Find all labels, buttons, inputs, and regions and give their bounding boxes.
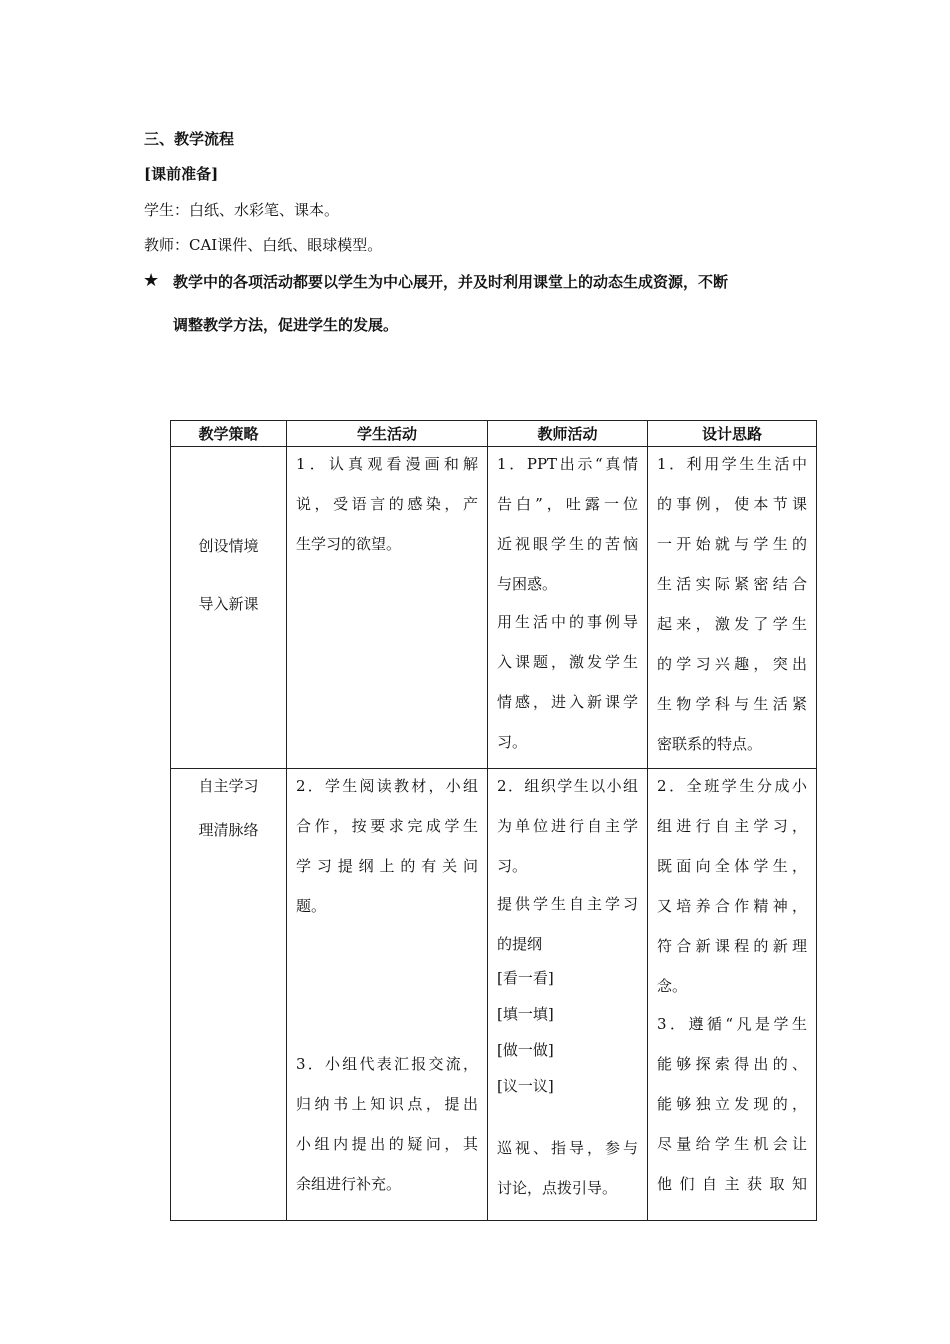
cell-line: 创设情境 bbox=[198, 537, 259, 555]
cell-line: 告白”，吐露一位 bbox=[497, 495, 638, 513]
teacher-cell bbox=[488, 447, 648, 769]
cell-line: 近视眼学生的苦恼 bbox=[497, 535, 638, 553]
cell-line: 2．学生阅读教材，小组 bbox=[296, 777, 478, 795]
cell-line: 的提纲 bbox=[497, 935, 543, 953]
strategy-cell bbox=[171, 447, 287, 769]
cell-line: 讨论，点拨引导。 bbox=[497, 1179, 618, 1197]
cell-line: 组进行自主学习， bbox=[657, 817, 807, 835]
cell-line: 能够探索得出的、 bbox=[657, 1055, 807, 1073]
star-icon: ★ bbox=[143, 270, 160, 291]
table-row bbox=[171, 447, 817, 769]
cell-line: 3．遵循“凡是学生 bbox=[657, 1015, 807, 1033]
note-line-2: 调整教学方法，促进学生的发展。 bbox=[173, 316, 399, 334]
cell-line: 学习提纲上的有关问 bbox=[296, 857, 478, 875]
cell-line: 符合新课程的新理 bbox=[657, 937, 807, 955]
cell-line: 习。 bbox=[497, 857, 528, 875]
cell-line: 生学习的欲望。 bbox=[296, 535, 402, 553]
cell-line: 密联系的特点。 bbox=[657, 735, 763, 753]
header-strategy: 教学策略 bbox=[171, 421, 287, 447]
student-cell bbox=[287, 447, 488, 769]
cell-line: 念。 bbox=[657, 977, 688, 995]
cell-line: 小组内提出的疑问，其 bbox=[296, 1135, 478, 1153]
cell-line: 为单位进行自主学 bbox=[497, 817, 638, 835]
cell-line: 1．利用学生生活中 bbox=[657, 455, 807, 473]
cell-line: 余组进行补充。 bbox=[296, 1175, 402, 1193]
cell-line: 生物学科与生活紧 bbox=[657, 695, 807, 713]
cell-line: 入课题，激发学生 bbox=[497, 653, 638, 671]
strategy-cell bbox=[171, 769, 287, 1221]
cell-line: 1．PPT出示“真情 bbox=[497, 455, 638, 473]
section-title: 三、教学流程 bbox=[144, 130, 235, 148]
cell-line: 理清脉络 bbox=[198, 821, 259, 839]
cell-line: 一开始就与学生的 bbox=[657, 535, 807, 553]
cell-line: 的事例，使本节课 bbox=[657, 495, 807, 513]
design-cell bbox=[648, 447, 817, 769]
cell-line: 生活实际紧密结合 bbox=[657, 575, 807, 593]
prep-title: [课前准备] bbox=[144, 165, 219, 183]
cell-line: 起来，激发了学生 bbox=[657, 615, 807, 633]
cell-line: 的学习兴趣，突出 bbox=[657, 655, 807, 673]
cell-line: 3．小组代表汇报交流， bbox=[296, 1055, 478, 1073]
cell-line: 提供学生自主学习 bbox=[497, 895, 638, 913]
student-cell bbox=[287, 769, 488, 1221]
cell-line: [填一填] bbox=[497, 1005, 554, 1023]
cell-line: 用生活中的事例导 bbox=[497, 613, 638, 631]
cell-line: 与困惑。 bbox=[497, 575, 558, 593]
cell-line: [看一看] bbox=[497, 969, 554, 987]
cell-line: 习。 bbox=[497, 733, 528, 751]
cell-line: 能够独立发现的， bbox=[657, 1095, 807, 1113]
table-row bbox=[171, 769, 817, 1221]
cell-line: 既面向全体学生， bbox=[657, 857, 807, 875]
cell-line: 题。 bbox=[296, 897, 327, 915]
cell-line: 合作，按要求完成学生 bbox=[296, 817, 478, 835]
cell-line: 说，受语言的感染，产 bbox=[296, 495, 478, 513]
cell-line: 2．全班学生分成小 bbox=[657, 777, 807, 795]
cell-line: 1．认真观看漫画和解 bbox=[296, 455, 478, 473]
cell-line: 归纳书上知识点，提出 bbox=[296, 1095, 478, 1113]
prep-teacher: 教师：CAI课件、白纸、眼球模型。 bbox=[144, 236, 383, 254]
header-teacher: 教师活动 bbox=[488, 421, 648, 447]
cell-line: 巡视、指导，参与 bbox=[497, 1139, 638, 1157]
cell-line: [议一议] bbox=[497, 1077, 554, 1095]
cell-line: 尽量给学生机会让 bbox=[657, 1135, 807, 1153]
cell-line: [做一做] bbox=[497, 1041, 554, 1059]
teaching-flow-table bbox=[170, 420, 817, 1221]
cell-line: 他们自主获取知 bbox=[657, 1175, 807, 1193]
header-student: 学生活动 bbox=[287, 421, 488, 447]
cell-line: 自主学习 bbox=[198, 777, 259, 795]
teacher-cell bbox=[488, 769, 648, 1221]
cell-line: 情感，进入新课学 bbox=[497, 693, 638, 711]
prep-student: 学生：白纸、水彩笔、课本。 bbox=[144, 201, 340, 219]
cell-line: 又培养合作精神， bbox=[657, 897, 807, 915]
note-line-1: 教学中的各项活动都要以学生为中心展开，并及时利用课堂上的动态生成资源，不断 bbox=[173, 273, 729, 291]
header-design: 设计思路 bbox=[648, 421, 817, 447]
table-header-row bbox=[171, 421, 817, 447]
cell-line: 导入新课 bbox=[198, 595, 259, 613]
cell-line: 2．组织学生以小组 bbox=[497, 777, 638, 795]
design-cell bbox=[648, 769, 817, 1221]
